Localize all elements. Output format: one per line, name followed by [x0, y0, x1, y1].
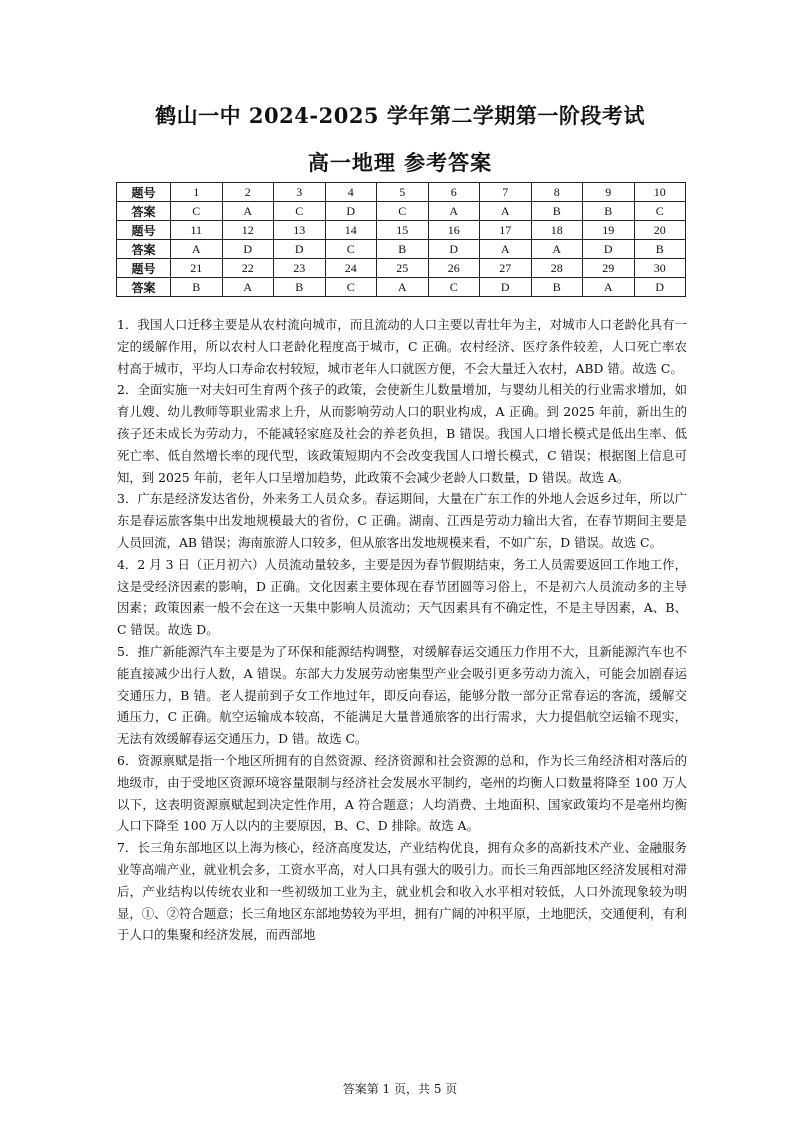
answer-table-row: [117, 240, 686, 259]
table-cell: 30: [634, 259, 686, 278]
answer-table-row: [117, 221, 686, 240]
table-cell: 17: [480, 221, 532, 240]
table-cell: 14: [325, 221, 377, 240]
table-cell: A: [222, 202, 274, 221]
table-cell: 26: [428, 259, 480, 278]
explanation-paragraph: 4．2 月 3 日（正月初六）人员流动量较多，主要是因为春节假期结束，务工人员需要返回工作地工作，这是受经济因素的影响，D 正确。文化因素主要体现在春节团圆等习俗上，不是初六人员流动多的主导因素；政策因素一般不会在这一天集中影响人员流动；天气因素具有不确定性，不是主导因素，A、B、C 错误。故选 D。: [117, 556, 687, 638]
table-cell: 10: [634, 183, 686, 202]
page-footer: 答案第 1 页，共 5 页: [342, 1082, 458, 1096]
table-cell: 1: [171, 183, 223, 202]
row-label: 答案: [117, 202, 171, 221]
table-cell: 22: [222, 259, 274, 278]
table-cell: 16: [428, 221, 480, 240]
table-cell: 15: [377, 221, 429, 240]
row-label: 答案: [117, 240, 171, 259]
table-cell: 27: [480, 259, 532, 278]
table-cell: C: [377, 202, 429, 221]
table-cell: B: [171, 278, 223, 297]
table-cell: A: [377, 278, 429, 297]
table-cell: B: [274, 278, 326, 297]
table-cell: B: [531, 202, 583, 221]
page-title: 鹤山一中 2024-2025 学年第二学期第一阶段考试: [155, 103, 645, 128]
table-cell: A: [583, 278, 635, 297]
answer-table-row: [117, 278, 686, 297]
table-cell: C: [428, 278, 480, 297]
row-label: 题号: [117, 259, 171, 278]
table-cell: A: [480, 240, 532, 259]
table-cell: A: [171, 240, 223, 259]
table-cell: 4: [325, 183, 377, 202]
table-cell: D: [583, 240, 635, 259]
row-label: 题号: [117, 183, 171, 202]
table-cell: D: [480, 278, 532, 297]
table-cell: B: [531, 278, 583, 297]
table-cell: 20: [634, 221, 686, 240]
table-cell: 8: [531, 183, 583, 202]
table-cell: D: [274, 240, 326, 259]
answer-table-row: [117, 259, 686, 278]
table-cell: 24: [325, 259, 377, 278]
table-cell: C: [325, 240, 377, 259]
row-label: 题号: [117, 221, 171, 240]
table-cell: 6: [428, 183, 480, 202]
table-cell: 9: [583, 183, 635, 202]
answer-table-row: [117, 183, 686, 202]
explanation-paragraph: 7．长三角东部地区以上海为核心，经济高度发达，产业结构优良，拥有众多的高新技术产业、金融服务业等高端产业，就业机会多，工资水平高，对人口具有强大的吸引力。而长三角西部地区经济发展相对滞后，产业结构以传统农业和一些初级加工业为主，就业机会和收入水平相对较低，人口外流现象较为明显，①、②符合题意；长三角地区东部地势较为平坦，拥有广阔的冲积平原，土地肥沃，交通便利，有利于人口的集聚和经济发展，而西部地: [117, 840, 687, 943]
table-cell: 29: [583, 259, 635, 278]
table-cell: 12: [222, 221, 274, 240]
table-cell: D: [428, 240, 480, 259]
table-cell: A: [480, 202, 532, 221]
table-cell: A: [222, 278, 274, 297]
explanation-paragraph: 2．全面实施一对夫妇可生育两个孩子的政策，会使新生儿数量增加，与婴幼儿相关的行业需求增加，如育儿嫂、幼儿教师等职业需求上升，从而影响劳动人口的职业构成，A 正确。到 2025 年前，新出生的孩子还未成长为劳动力，不能减轻家庭及社会的养老负担，B 错误。我国人口增长模式是低出生率、低死亡率、低自然增长率的现代型，该政策短期内不会改变我国人口增长模式，C 错误；根据图上信息可知，到 2025 年前，老年人口呈增加趋势，此政策不会减少老龄人口数量，D 错误。故选 A。: [117, 382, 687, 485]
table-cell: B: [634, 240, 686, 259]
table-cell: 2: [222, 183, 274, 202]
table-cell: D: [634, 278, 686, 297]
page-subtitle: 高一地理 参考答案: [307, 150, 493, 175]
table-cell: 18: [531, 221, 583, 240]
table-cell: D: [222, 240, 274, 259]
answer-table-row: [117, 202, 686, 221]
table-cell: 3: [274, 183, 326, 202]
answer-table: [116, 182, 686, 297]
table-cell: 21: [171, 259, 223, 278]
explanation-paragraph: 5．推广新能源汽车主要是为了环保和能源结构调整，对缓解春运交通压力作用不大，且新能源汽车也不能直接减少出行人数，A 错误。东部大力发展劳动密集型产业会吸引更多劳动力流入，可能会加剧春运交通压力，B 错。老人提前到子女工作地过年，即反向春运，能够分散一部分正常春运的客流，缓解交通压力，C 正确。航空运输成本较高，不能满足大量普通旅客的出行需求，大力提倡航空运输不现实，无法有效缓解春运交通压力，D 错。故选 C。: [117, 643, 687, 747]
table-cell: B: [583, 202, 635, 221]
row-label: 答案: [117, 278, 171, 297]
table-cell: 11: [171, 221, 223, 240]
table-cell: A: [531, 240, 583, 259]
table-cell: C: [634, 202, 686, 221]
table-cell: A: [428, 202, 480, 221]
table-cell: 7: [480, 183, 532, 202]
explanation-paragraph: 1．我国人口迁移主要是从农村流向城市，而且流动的人口主要以青壮年为主，对城市人口老龄化具有一定的缓解作用，所以农村人口老龄化程度高于城市，C 正确。农村经济、医疗条件较差，人口死亡率农村高于城市，平均人口寿命农村较短，城市老年人口就医方便，不会大量迁入农村，ABD 错。故选 C。: [117, 317, 687, 376]
table-cell: 23: [274, 259, 326, 278]
table-cell: C: [274, 202, 326, 221]
explanation-paragraph: 6．资源禀赋是指一个地区所拥有的自然资源、经济资源和社会资源的总和，作为长三角经济相对落后的地级市，由于受地区资源环境容量限制与经济社会发展水平制约，亳州的均衡人口数量将降至 100 万人以下，这表明资源禀赋起到决定性作用，A 符合题意；人均消费、土地面积、国家政策均不是亳州均衡人口下降至 100 万人以内的主要原因，B、C、D 排除。故选 A。: [117, 752, 687, 834]
table-cell: 13: [274, 221, 326, 240]
explanation-paragraph: 3．广东是经济发达省份，外来务工人员众多。春运期间，大量在广东工作的外地人会返乡过年，所以广东是春运旅客集中出发地规模最大的省份，C 正确。湖南、江西是劳动力输出大省，在春节期间主要是人员回流，AB 错误；海南旅游人口较多，但从旅客出发地规模来看，不如广东，D 错误。故选 C。: [117, 491, 687, 550]
table-cell: B: [377, 240, 429, 259]
explanations: [117, 314, 687, 946]
table-cell: 19: [583, 221, 635, 240]
table-cell: C: [171, 202, 223, 221]
table-cell: 25: [377, 259, 429, 278]
table-cell: 5: [377, 183, 429, 202]
table-cell: 28: [531, 259, 583, 278]
table-cell: D: [325, 202, 377, 221]
table-cell: C: [325, 278, 377, 297]
